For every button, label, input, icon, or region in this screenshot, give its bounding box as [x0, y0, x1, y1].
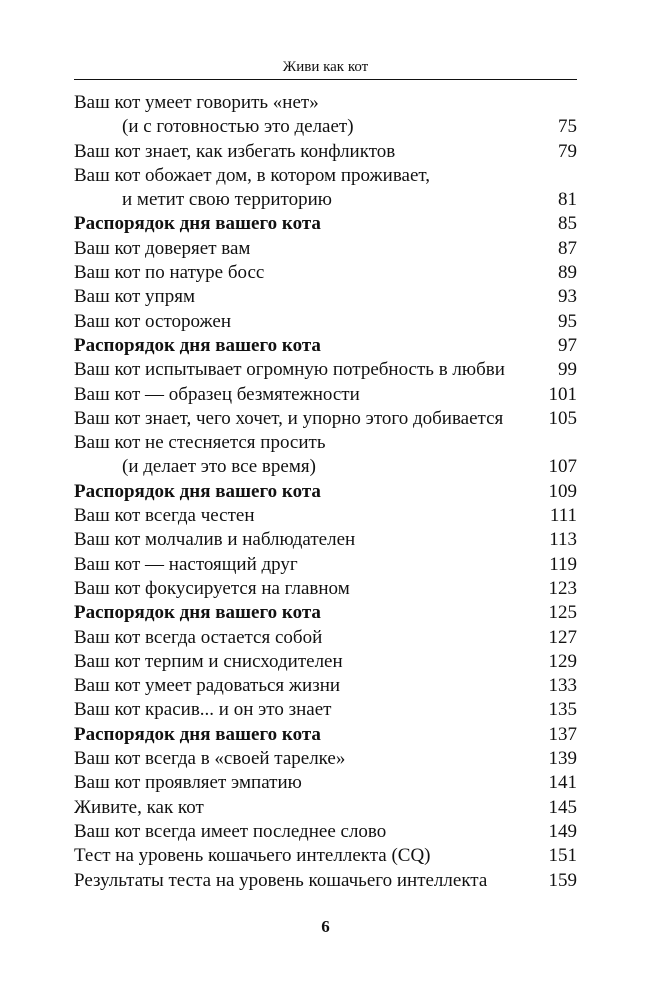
toc-entry-title: Ваш кот испытывает огромную потребность в любви — [74, 359, 505, 381]
toc-entry-title: Распорядок дня вашего кота — [74, 480, 321, 502]
toc-entry — [74, 455, 577, 479]
table-of-contents — [74, 91, 577, 893]
toc-entry-title: Распорядок дня вашего кота — [74, 602, 321, 624]
toc-entry-page-number: 135 — [548, 699, 577, 721]
toc-entry-page-number: 87 — [558, 237, 577, 259]
toc-entry-page-number: 79 — [558, 140, 577, 162]
toc-entry-page-number: 111 — [549, 505, 577, 527]
toc-entry-title: Результаты теста на уровень кошачьего интеллекта — [74, 869, 488, 891]
toc-entry-title: Ваш кот всегда честен — [74, 505, 255, 527]
toc-entry-title: и метит свою территорию — [122, 189, 332, 211]
toc-entry — [74, 358, 577, 382]
toc-entry-title: Распорядок дня вашего кота — [74, 213, 321, 235]
toc-entry-page-number: 113 — [549, 529, 577, 551]
toc-entry-title: Ваш кот умеет радоваться жизни — [74, 675, 341, 697]
toc-entry-page-number: 75 — [558, 116, 577, 138]
toc-entry-title: Ваш кот — настоящий друг — [74, 553, 298, 575]
toc-entry-page-number: 123 — [548, 577, 577, 599]
toc-entry — [74, 383, 577, 407]
toc-section-heading — [74, 334, 577, 358]
toc-entry-page-number: 85 — [558, 213, 577, 235]
toc-entry-page-number: 119 — [549, 553, 577, 575]
toc-entry — [74, 747, 577, 771]
toc-entry-page-number: 105 — [548, 407, 577, 429]
toc-entry-title: Ваш кот не стесняется просить — [74, 432, 326, 454]
running-header-title: Живи как кот — [282, 59, 369, 75]
toc-entry-page-number: 141 — [548, 772, 577, 794]
toc-entry — [74, 504, 577, 528]
toc-entry-title: Живите, как кот — [74, 796, 204, 818]
toc-entry — [74, 91, 577, 115]
header-divider — [74, 79, 577, 80]
toc-entry-title: Ваш кот фокусируется на главном — [74, 577, 350, 599]
toc-entry — [74, 140, 577, 164]
toc-entry-title: Тест на уровень кошачьего интеллекта (CQ) — [74, 845, 431, 867]
toc-entry — [74, 188, 577, 212]
toc-entry-page-number: 81 — [558, 189, 577, 211]
toc-entry-page-number: 145 — [548, 796, 577, 818]
toc-entry — [74, 261, 577, 285]
toc-section-heading — [74, 601, 577, 625]
toc-entry — [74, 285, 577, 309]
toc-entry-page-number: 89 — [558, 262, 577, 284]
toc-entry-title: Ваш кот упрям — [74, 286, 195, 308]
toc-entry — [74, 626, 577, 650]
toc-entry-title: Ваш кот умеет говорить «нет» — [74, 92, 319, 113]
toc-entry — [74, 869, 577, 893]
toc-entry — [74, 577, 577, 601]
toc-entry-title: Ваш кот всегда имеет последнее слово — [74, 820, 387, 842]
toc-entry-title: Ваш кот по натуре босс — [74, 262, 265, 284]
toc-entry — [74, 237, 577, 261]
toc-entry-title: (и с готовностью это делает) — [122, 116, 354, 138]
toc-entry-page-number: 93 — [558, 286, 577, 308]
toc-entry — [74, 310, 577, 334]
toc-entry-page-number: 125 — [548, 602, 577, 624]
toc-entry — [74, 771, 577, 795]
toc-entry-title: Ваш кот знает, как избегать конфликтов — [74, 140, 396, 162]
toc-entry — [74, 820, 577, 844]
toc-entry-title: Ваш кот красив... и он это знает — [74, 699, 332, 721]
toc-entry-title: Распорядок дня вашего кота — [74, 723, 321, 745]
toc-entry — [74, 115, 577, 139]
toc-entry-page-number: 149 — [548, 820, 577, 842]
toc-entry — [74, 164, 577, 188]
toc-entry-page-number: 129 — [548, 650, 577, 672]
toc-entry — [74, 796, 577, 820]
toc-entry-page-number: 95 — [558, 310, 577, 332]
toc-entry-title: Ваш кот — образец безмятежности — [74, 383, 360, 405]
toc-entry-page-number: 151 — [548, 845, 577, 867]
toc-entry-title: Распорядок дня вашего кота — [74, 334, 321, 356]
toc-entry-title: Ваш кот обожает дом, в котором проживает, — [74, 164, 431, 186]
toc-entry — [74, 844, 577, 868]
toc-entry-title: Ваш кот всегда в «своей тарелке» — [74, 748, 346, 770]
toc-entry-page-number: 107 — [548, 456, 577, 478]
toc-entry-title: Ваш кот терпим и снисходителен — [74, 650, 343, 672]
toc-entry — [74, 698, 577, 722]
toc-entry — [74, 674, 577, 698]
toc-section-heading — [74, 723, 577, 747]
toc-entry — [74, 431, 577, 455]
toc-entry-page-number: 133 — [548, 675, 577, 697]
toc-entry-page-number: 97 — [558, 334, 577, 356]
toc-entry-title: Ваш кот доверяет вам — [74, 237, 251, 259]
toc-entry-page-number: 109 — [548, 480, 577, 502]
toc-entry-title: Ваш кот осторожен — [74, 310, 232, 332]
toc-entry-title: Ваш кот знает, чего хочет, и упорно этого добивается — [74, 407, 504, 429]
toc-entry — [74, 553, 577, 577]
toc-entry-page-number: 127 — [548, 626, 577, 648]
toc-entry — [74, 528, 577, 552]
toc-entry — [74, 407, 577, 431]
toc-entry-title: Ваш кот молчалив и наблюдателен — [74, 529, 356, 551]
toc-section-heading — [74, 212, 577, 236]
toc-entry-title: Ваш кот проявляет эмпатию — [74, 772, 302, 794]
toc-section-heading — [74, 480, 577, 504]
toc-entry-page-number: 159 — [548, 869, 577, 891]
toc-entry-title: (и делает это все время) — [122, 456, 316, 478]
toc-entry-page-number: 137 — [548, 723, 577, 745]
page-number: 6 — [321, 917, 330, 936]
toc-entry-page-number: 139 — [548, 748, 577, 770]
toc-entry-title: Ваш кот всегда остается собой — [74, 626, 323, 648]
toc-entry-page-number: 101 — [548, 383, 577, 405]
toc-entry-page-number: 99 — [558, 359, 577, 381]
toc-entry — [74, 650, 577, 674]
